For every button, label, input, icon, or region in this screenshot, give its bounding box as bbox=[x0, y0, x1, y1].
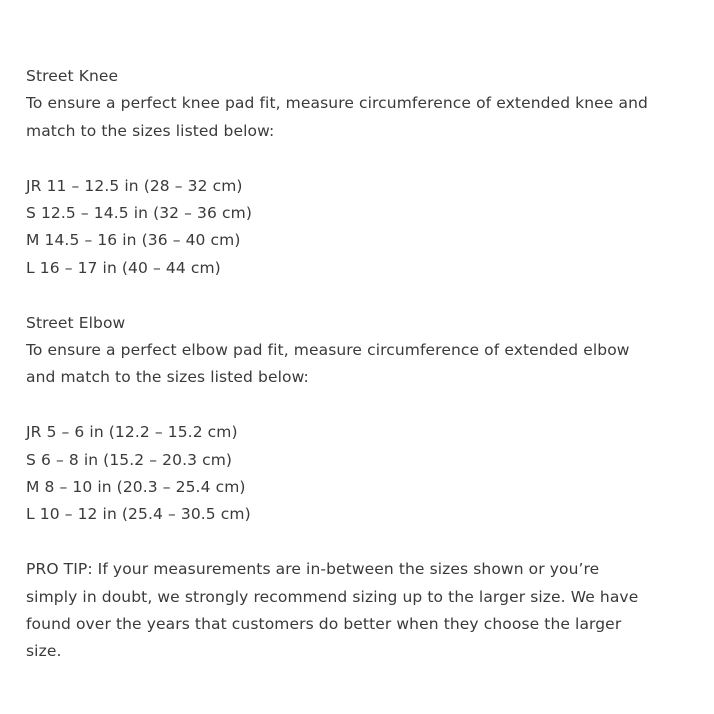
knee-size-jr: JR 11 – 12.5 in (28 – 32 cm) bbox=[26, 176, 243, 195]
pro-tip-line-3: found over the years that customers do better when they choose the larger bbox=[26, 615, 622, 634]
knee-size-s: S 12.5 – 14.5 in (32 – 36 cm) bbox=[26, 204, 252, 223]
pro-tip-line-1: PRO TIP: If your measurements are in-between the sizes shown or you’re bbox=[26, 560, 600, 579]
elbow-section bbox=[26, 310, 686, 529]
pro-tip-section bbox=[26, 556, 686, 666]
knee-size-l: L 16 – 17 in (40 – 44 cm) bbox=[26, 258, 221, 277]
sizing-guide bbox=[26, 63, 686, 666]
elbow-intro-line-2: and match to the sizes listed below: bbox=[26, 368, 309, 387]
knee-intro-line-1: To ensure a perfect knee pad fit, measure circumference of extended knee and bbox=[26, 94, 648, 113]
elbow-intro-line-1: To ensure a perfect elbow pad fit, measure circumference of extended elbow bbox=[26, 341, 630, 360]
spacer bbox=[26, 145, 686, 172]
pro-tip-line-2: simply in doubt, we strongly recommend sizing up to the larger size. We have bbox=[26, 587, 639, 606]
spacer bbox=[26, 392, 686, 419]
elbow-size-s: S 6 – 8 in (15.2 – 20.3 cm) bbox=[26, 450, 233, 469]
elbow-size-jr: JR 5 – 6 in (12.2 – 15.2 cm) bbox=[26, 423, 238, 442]
elbow-size-m: M 8 – 10 in (20.3 – 25.4 cm) bbox=[26, 478, 246, 497]
elbow-title: Street Elbow bbox=[26, 313, 126, 332]
spacer bbox=[26, 529, 686, 556]
spacer bbox=[26, 282, 686, 309]
elbow-size-l: L 10 – 12 in (25.4 – 30.5 cm) bbox=[26, 505, 251, 524]
knee-size-m: M 14.5 – 16 in (36 – 40 cm) bbox=[26, 231, 241, 250]
pro-tip-line-4: size. bbox=[26, 642, 62, 661]
knee-title: Street Knee bbox=[26, 67, 119, 85]
knee-intro-line-2: match to the sizes listed below: bbox=[26, 121, 275, 140]
knee-section bbox=[26, 63, 686, 282]
